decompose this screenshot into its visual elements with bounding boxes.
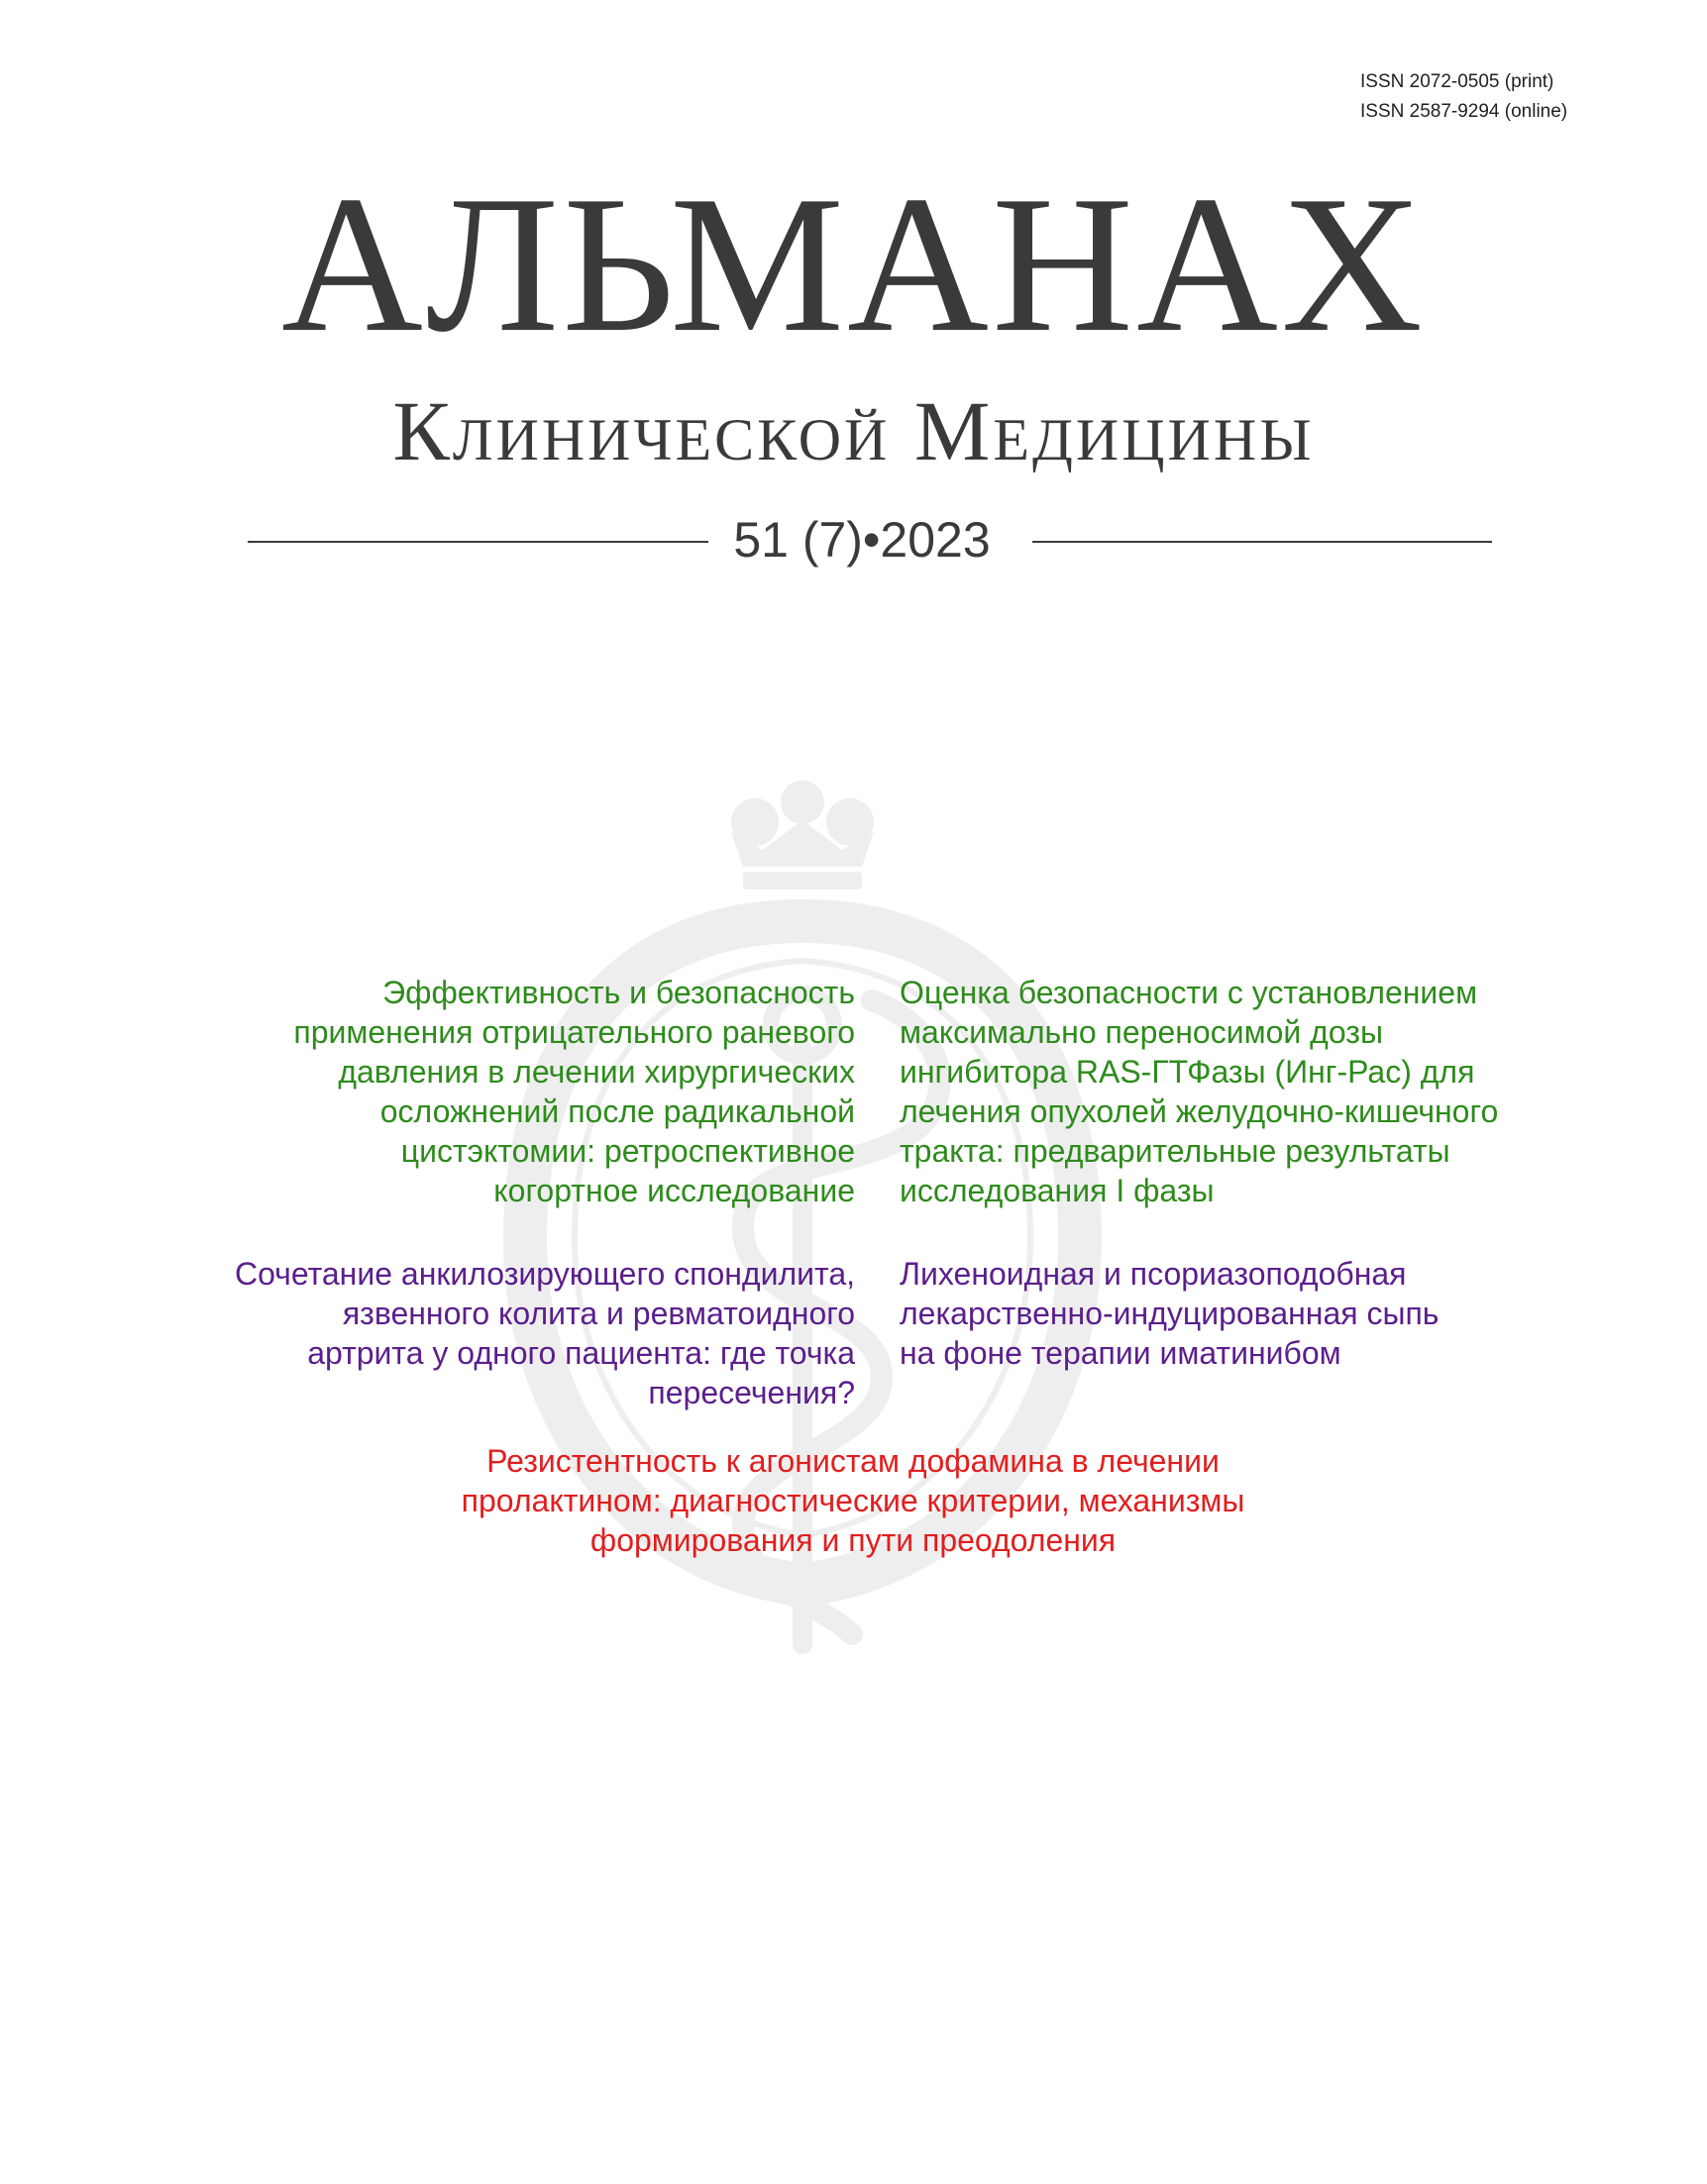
article-line: осложнений после радикальной (379, 1093, 855, 1129)
issn-online: ISSN 2587-9294 (online) (1360, 101, 1568, 122)
article-line: Сочетание анкилозирующего спондилита, (234, 1256, 855, 1292)
article-line: лекарственно-индуцированная сыпь (900, 1296, 1440, 1331)
article-line: язвенного колита и ревматоидного (342, 1296, 855, 1331)
article-line: формирования и пути преодоления (589, 1522, 1117, 1558)
article-line: артрита у одного пациента: где точка (307, 1335, 855, 1371)
article-purple-right[interactable] (900, 1254, 1439, 1373)
rule-right (1032, 541, 1492, 543)
journal-subtitle: Клинической Медицины (392, 383, 1315, 478)
article-line: на фоне терапии иматинибом (900, 1335, 1341, 1371)
article-line: цистэктомии: ретроспективное (400, 1133, 855, 1169)
article-line: когортное исследование (493, 1173, 855, 1208)
rule-left (248, 541, 708, 543)
article-line: ингибитора RAS-ГТФазы (Инг-Рас) для (900, 1054, 1475, 1090)
article-line: лечения опухолей желудочно-кишечного (900, 1093, 1499, 1129)
article-line: пролактином: диагностические критерии, механизмы (461, 1483, 1245, 1518)
article-line: тракта: предварительные результаты (900, 1133, 1450, 1169)
journal-title: АЛЬМАНАХ (280, 156, 1427, 372)
article-line: Резистентность к агонистам дофамина в лечении (486, 1443, 1220, 1479)
article-line: пересечения? (648, 1375, 855, 1410)
article-line: Лихеноидная и псориазоподобная (900, 1256, 1407, 1292)
article-green-right[interactable] (900, 973, 1498, 1210)
article-green-left[interactable] (293, 973, 855, 1210)
issn-print: ISSN 2072-0505 (print) (1360, 71, 1554, 92)
article-line: Оценка безопасности с установлением (900, 975, 1478, 1010)
article-line: давления в лечении хирургических (338, 1054, 855, 1090)
article-red-center[interactable] (358, 1441, 1348, 1560)
article-line: максимально переносимой дозы (900, 1014, 1383, 1050)
article-purple-left[interactable] (235, 1254, 855, 1412)
article-line: исследования I фазы (900, 1173, 1215, 1208)
article-line: применения отрицательного раневого (293, 1014, 855, 1050)
issue-number: 51 (7)•2023 (733, 512, 991, 568)
article-line: Эффективность и безопасность (382, 975, 855, 1010)
